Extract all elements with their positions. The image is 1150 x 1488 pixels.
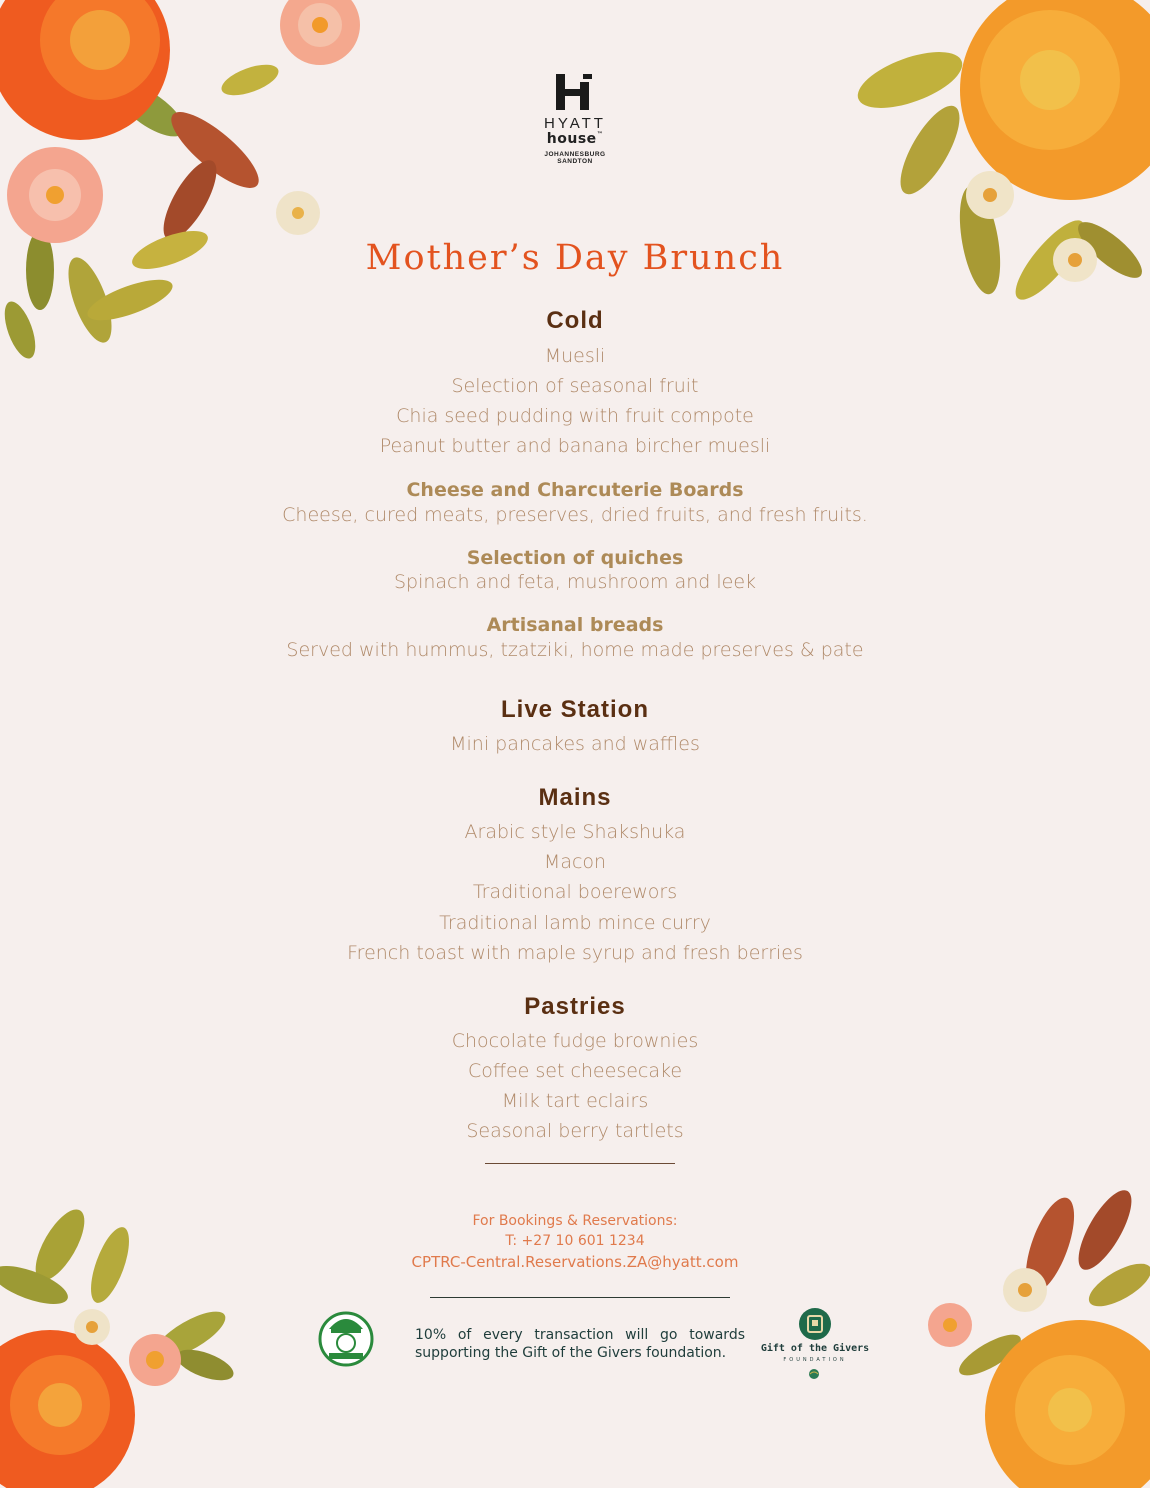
menu-item: Selection of seasonal fruit (451, 375, 699, 397)
logo-brand: HYATT (544, 115, 606, 132)
gift-of-givers-logo-icon (798, 1307, 832, 1341)
menu-item: Coffee set cheesecake (467, 1060, 683, 1082)
menu-item: Muesli (544, 345, 606, 367)
logo-city-1: JOHANNESBURG (544, 151, 606, 158)
subsection-desc: Spinach and feta, mushroom and leek (393, 571, 757, 593)
menu-item: Chia seed pudding with fruit compote (396, 405, 754, 427)
section-pastries-heading: Pastries (524, 993, 626, 1020)
menu-item: Arabic style Shakshuka (464, 821, 686, 843)
subsection-desc: Cheese, cured meats, preserves, dried fruits, and fresh fruits. (282, 504, 868, 526)
divider (430, 1297, 730, 1298)
logo-city-2: SANDTON (557, 158, 593, 165)
menu-item: French toast with maple syrup and fresh berries (347, 942, 803, 964)
menu-item: Seasonal berry tartlets (466, 1120, 684, 1142)
menu-item: Milk tart eclairs (501, 1090, 649, 1112)
page-title: Mother’s Day Brunch (365, 238, 785, 278)
charity-sub: FOUNDATION (783, 1357, 847, 1363)
globe-icon (808, 1368, 820, 1380)
subsection-title: Cheese and Charcuterie Boards (406, 479, 744, 501)
menu-item: Mini pancakes and waffles (450, 733, 700, 755)
menu-item: Peanut butter and banana bircher muesli (379, 435, 771, 457)
charity-note: 10% of every transaction will go towards supporting the Gift of the Givers foundation. (415, 1327, 745, 1361)
booking-phone: T: +27 10 601 1234 (505, 1233, 645, 1249)
bottom-right-flowers (920, 1185, 1150, 1488)
menu-item: Traditional boerewors (472, 881, 678, 903)
menu-item: Macon (543, 851, 607, 873)
subsection-title: Selection of quiches (466, 547, 684, 569)
subsection-title: Artisanal breads (486, 614, 664, 636)
divider (485, 1163, 675, 1164)
hyatt-logo-icon (556, 74, 594, 110)
booking-label: For Bookings & Reservations: (472, 1213, 678, 1229)
halaal-trust-logo (317, 1305, 375, 1367)
section-mains-heading: Mains (538, 784, 612, 811)
section-live-heading: Live Station (500, 696, 650, 723)
subsection-desc: Served with hummus, tzatziki, home made preserves & pate (286, 639, 864, 661)
menu-item: Traditional lamb mince curry (439, 912, 711, 934)
charity-name: Gift of the Givers (760, 1343, 870, 1354)
menu-item: Chocolate fudge brownies (451, 1030, 699, 1052)
logo-sub: house™ (546, 131, 604, 147)
logo-city (0, 151, 1150, 165)
top-right-flowers (850, 0, 1150, 330)
booking-email[interactable]: CPTRC-Central.Reservations.ZA@hyatt.com (411, 1253, 739, 1271)
section-cold-heading: Cold (546, 307, 604, 334)
